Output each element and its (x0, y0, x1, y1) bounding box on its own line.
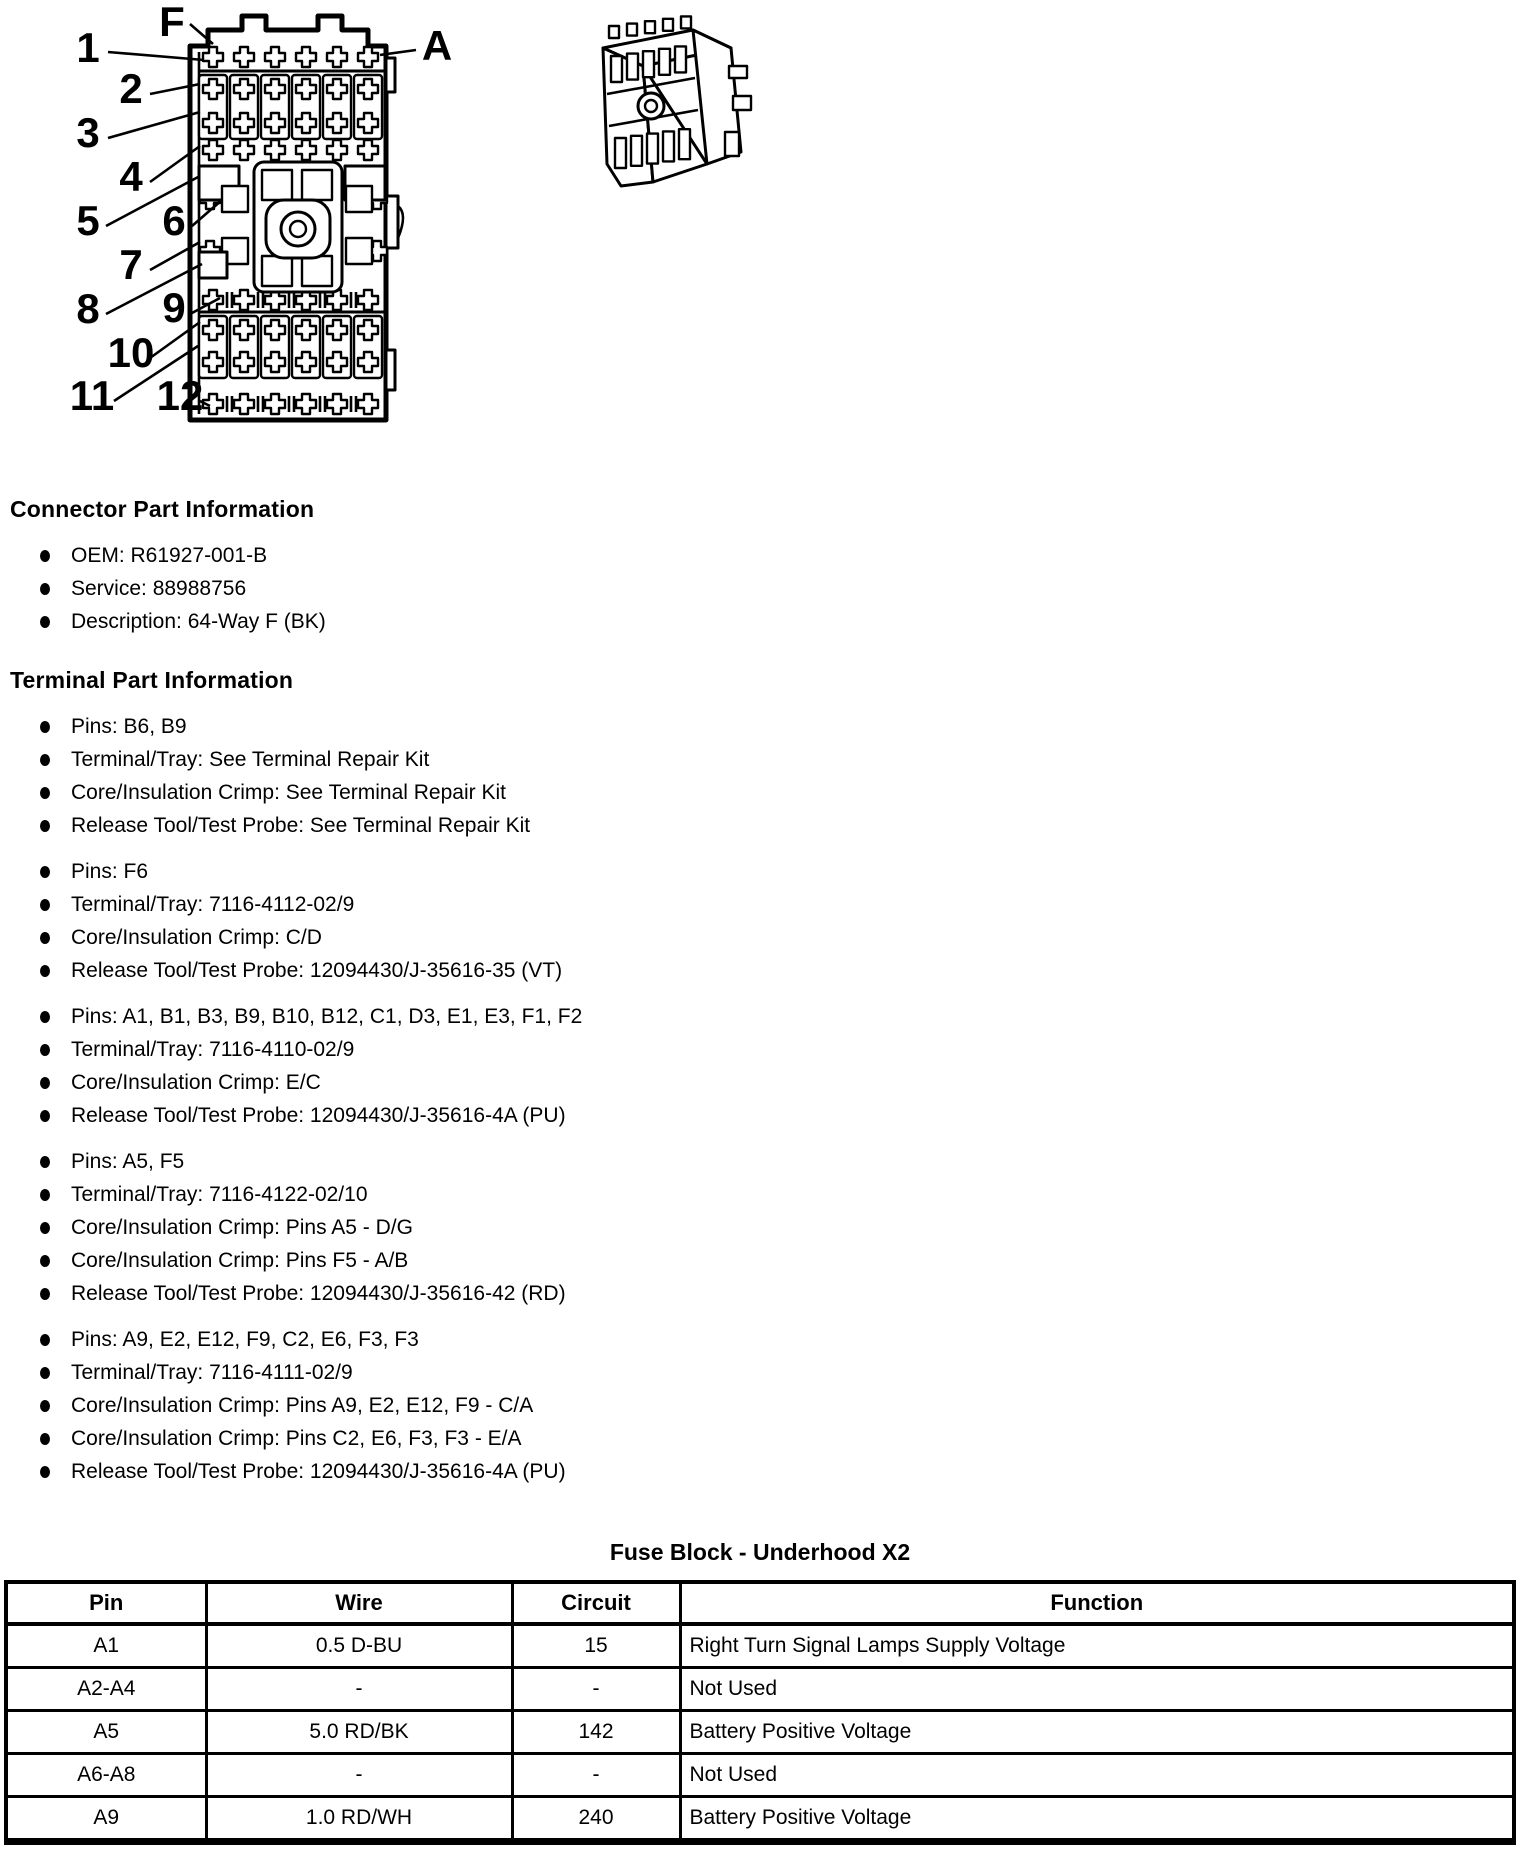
connector-part-information-list (0, 545, 1520, 633)
bullet-text: Pins: A5, F5 (71, 1150, 185, 1173)
table-cell: - (512, 1668, 680, 1711)
table-cell: 15 (512, 1624, 680, 1668)
fuse-table-column-header: Wire (206, 1582, 512, 1624)
table-cell: A9 (6, 1797, 206, 1842)
callout-label: 1 (76, 24, 100, 71)
table-cell: - (512, 1754, 680, 1797)
bullet-item (0, 1151, 1520, 1173)
terminal-info-group (0, 1006, 1520, 1127)
bullet-item (0, 1006, 1520, 1028)
bullet-dot-icon (40, 550, 50, 562)
bullet-item (0, 545, 1520, 567)
callout-label: 2 (119, 65, 143, 112)
callout-label: 4 (119, 153, 143, 200)
table-cell: Right Turn Signal Lamps Supply Voltage (680, 1624, 1514, 1668)
bullet-dot-icon (40, 965, 50, 977)
terminal-info-group (0, 716, 1520, 837)
fuse-table-title: Fuse Block - Underhood X2 (609, 1539, 911, 1565)
table-cell: 5.0 RD/BK (206, 1711, 512, 1754)
bullet-item (0, 1461, 1520, 1483)
bullet-text: Description: 64-Way F (BK) (71, 610, 326, 633)
table-cell: A5 (6, 1711, 206, 1754)
callout-label: A (421, 22, 453, 69)
bullet-text: Release Tool/Test Probe: 12094430/J-35616-35 (VT) (71, 959, 563, 982)
table-cell: A1 (6, 1624, 206, 1668)
bullet-item (0, 1329, 1520, 1351)
bullet-dot-icon (40, 1288, 50, 1300)
bullet-item (0, 1283, 1520, 1305)
bullet-item (0, 815, 1520, 837)
bullet-dot-icon (40, 1255, 50, 1267)
bullet-item (0, 782, 1520, 804)
bullet-dot-icon (40, 866, 50, 878)
table-cell: 1.0 RD/WH (206, 1797, 512, 1842)
bullet-text: Pins: A1, B1, B3, B9, B10, B12, C1, D3, E1, E3, F1, F2 (71, 1005, 583, 1028)
bullet-dot-icon (40, 721, 50, 733)
bullet-dot-icon (40, 1110, 50, 1122)
bullet-text: Service: 88988756 (71, 577, 247, 600)
fuse-table (4, 1580, 1516, 1845)
bullet-text: Pins: B6, B9 (71, 715, 187, 738)
table-cell: 240 (512, 1797, 680, 1842)
table-cell: 0.5 D-BU (206, 1624, 512, 1668)
terminal-info-group (0, 1329, 1520, 1483)
table-row (6, 1624, 1514, 1668)
callout-label: 3 (76, 109, 100, 156)
bullet-text: Core/Insulation Crimp: C/D (71, 926, 322, 949)
bullet-item (0, 1217, 1520, 1239)
figures-area (0, 0, 1520, 462)
bullet-dot-icon (40, 1044, 50, 1056)
table-cell: 142 (512, 1711, 680, 1754)
bullet-item (0, 578, 1520, 600)
bullet-item (0, 1395, 1520, 1417)
table-cell: - (206, 1754, 512, 1797)
bullet-dot-icon (40, 1077, 50, 1089)
bullet-text: Pins: F6 (71, 860, 149, 883)
callout-label: 11 (69, 372, 115, 419)
callout-label: 9 (162, 284, 186, 331)
terminal-part-information-groups (0, 716, 1520, 1483)
callout-label: 6 (162, 197, 186, 244)
bullet-text: Core/Insulation Crimp: Pins C2, E6, F3, F3 - E/A (71, 1427, 522, 1450)
table-row (6, 1797, 1514, 1842)
bullet-dot-icon (40, 1433, 50, 1445)
callout-label: 7 (119, 241, 143, 288)
bullet-text: Core/Insulation Crimp: E/C (71, 1071, 321, 1094)
connector-isometric-drawing (545, 4, 795, 204)
bullet-item (0, 716, 1520, 738)
bullet-text: Terminal/Tray: 7116-4110-02/9 (71, 1038, 355, 1061)
bullet-dot-icon (40, 1367, 50, 1379)
bullet-dot-icon (40, 616, 50, 628)
bullet-dot-icon (40, 787, 50, 799)
table-cell: Battery Positive Voltage (680, 1797, 1514, 1842)
bullet-dot-icon (40, 1334, 50, 1346)
fuse-table-column-header: Pin (6, 1582, 206, 1624)
bullet-text: Core/Insulation Crimp: Pins A9, E2, E12, F9 - C/A (71, 1394, 534, 1417)
bullet-item (0, 1250, 1520, 1272)
bullet-item (0, 1184, 1520, 1206)
bullet-dot-icon (40, 1156, 50, 1168)
callout-label: 5 (76, 197, 100, 244)
table-row (6, 1711, 1514, 1754)
bullet-text: Terminal/Tray: 7116-4112-02/9 (71, 893, 355, 916)
bullet-item (0, 749, 1520, 771)
bullet-dot-icon (40, 1400, 50, 1412)
bullet-item (0, 1072, 1520, 1094)
bullet-item (0, 1428, 1520, 1450)
bullet-text: Terminal/Tray: See Terminal Repair Kit (71, 748, 430, 771)
connector-part-information-heading: Connector Part Information (10, 496, 315, 522)
bullet-text: Pins: A9, E2, E12, F9, C2, E6, F3, F3 (71, 1328, 419, 1351)
bullet-item (0, 1105, 1520, 1127)
fuse-table-header-row (6, 1582, 1514, 1624)
bullet-dot-icon (40, 1222, 50, 1234)
bullet-dot-icon (40, 1011, 50, 1023)
bullet-text: OEM: R61927-001-B (71, 544, 268, 567)
bullet-dot-icon (40, 1189, 50, 1201)
bullet-text: Release Tool/Test Probe: See Terminal Repair Kit (71, 814, 531, 837)
bullet-item (0, 861, 1520, 883)
bullet-dot-icon (40, 820, 50, 832)
bullet-text: Core/Insulation Crimp: Pins A5 - D/G (71, 1216, 413, 1239)
terminal-info-group (0, 861, 1520, 982)
terminal-info-group (0, 1151, 1520, 1305)
bullet-text: Release Tool/Test Probe: 12094430/J-35616-42 (RD) (71, 1282, 566, 1305)
fuse-table-column-header: Function (680, 1582, 1514, 1624)
bullet-dot-icon (40, 1466, 50, 1478)
bullet-item (0, 960, 1520, 982)
table-cell: A2-A4 (6, 1668, 206, 1711)
table-row (6, 1668, 1514, 1711)
table-cell: A6-A8 (6, 1754, 206, 1797)
bullet-dot-icon (40, 754, 50, 766)
callout-label: 10 (107, 329, 155, 376)
table-cell: Not Used (680, 1668, 1514, 1711)
bullet-item (0, 894, 1520, 916)
bullet-item (0, 1362, 1520, 1384)
bullet-text: Core/Insulation Crimp: See Terminal Repair Kit (71, 781, 506, 804)
bullet-dot-icon (40, 899, 50, 911)
bullet-text: Terminal/Tray: 7116-4111-02/9 (71, 1361, 353, 1384)
table-cell: Battery Positive Voltage (680, 1711, 1514, 1754)
bullet-item (0, 611, 1520, 633)
bullet-dot-icon (40, 932, 50, 944)
callout-label: 12 (156, 372, 204, 419)
bullet-item (0, 1039, 1520, 1061)
table-row (6, 1754, 1514, 1797)
callout-label: 8 (76, 285, 100, 332)
bullet-text: Release Tool/Test Probe: 12094430/J-35616-4A (PU) (71, 1460, 566, 1483)
bullet-text: Terminal/Tray: 7116-4122-02/10 (71, 1183, 368, 1206)
table-cell: Not Used (680, 1754, 1514, 1797)
bullet-item (0, 927, 1520, 949)
fuse-table-column-header: Circuit (512, 1582, 680, 1624)
fuse-table-body (6, 1624, 1514, 1842)
bullet-dot-icon (40, 583, 50, 595)
table-cell: - (206, 1668, 512, 1711)
terminal-part-information-heading: Terminal Part Information (10, 667, 294, 693)
bullet-text: Release Tool/Test Probe: 12094430/J-35616-4A (PU) (71, 1104, 566, 1127)
callout-label: F (159, 0, 185, 45)
connector-face-drawing (0, 0, 500, 460)
bullet-text: Core/Insulation Crimp: Pins F5 - A/B (71, 1249, 409, 1272)
